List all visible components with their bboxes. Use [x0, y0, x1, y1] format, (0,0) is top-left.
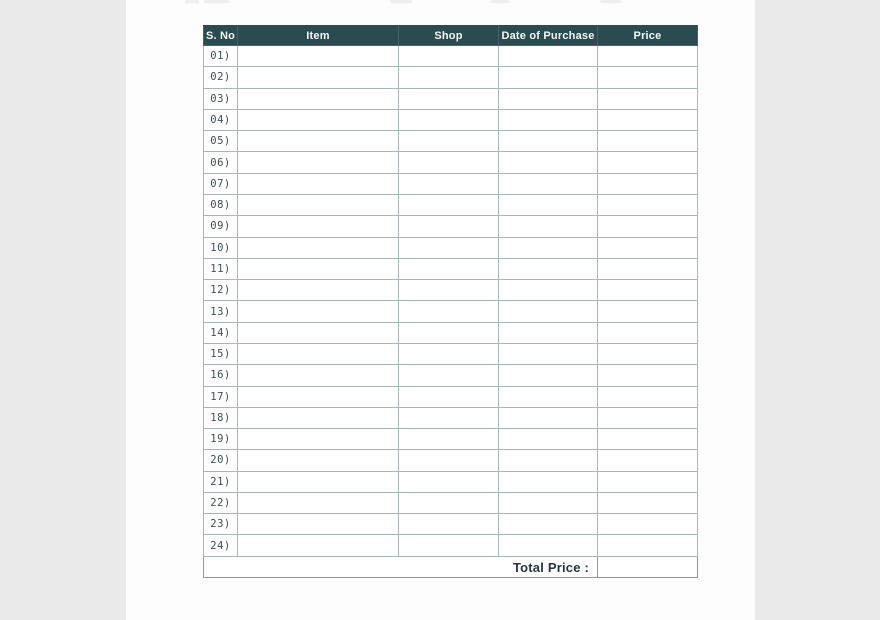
table-row [204, 258, 698, 279]
item-cell [238, 67, 399, 88]
shop-cell [399, 88, 499, 109]
row-number-cell: 07) [204, 173, 238, 194]
date-of-purchase-cell [499, 429, 598, 450]
total-price-label: Total Price : [204, 557, 598, 578]
table-row [204, 216, 698, 237]
shop-cell [399, 109, 499, 130]
cropped-text-remnant [185, 0, 199, 3]
table-row [204, 407, 698, 428]
table-row [204, 152, 698, 173]
price-cell [598, 471, 698, 492]
price-cell [598, 407, 698, 428]
header-price: Price [598, 26, 698, 46]
date-of-purchase-cell [499, 88, 598, 109]
shop-cell [399, 216, 499, 237]
shop-cell [399, 322, 499, 343]
row-number-cell: 06) [204, 152, 238, 173]
item-cell [238, 429, 399, 450]
price-cell [598, 514, 698, 535]
item-cell [238, 322, 399, 343]
date-of-purchase-cell [499, 407, 598, 428]
date-of-purchase-cell [499, 471, 598, 492]
date-of-purchase-cell [499, 365, 598, 386]
total-row [204, 557, 698, 578]
shop-cell [399, 492, 499, 513]
date-of-purchase-cell [499, 386, 598, 407]
header-row [204, 26, 698, 46]
cropped-text-remnant [490, 0, 510, 3]
item-cell [238, 492, 399, 513]
date-of-purchase-cell [499, 450, 598, 471]
header-sno: S. No [204, 26, 238, 46]
price-cell [598, 152, 698, 173]
item-cell [238, 258, 399, 279]
price-cell [598, 258, 698, 279]
shop-cell [399, 514, 499, 535]
header-date-of-purchase: Date of Purchase [499, 26, 598, 46]
date-of-purchase-cell [499, 109, 598, 130]
row-number-cell: 14) [204, 322, 238, 343]
shop-cell [399, 173, 499, 194]
row-number-cell: 03) [204, 88, 238, 109]
shop-cell [399, 152, 499, 173]
price-cell [598, 280, 698, 301]
item-cell [238, 514, 399, 535]
table-row [204, 173, 698, 194]
shop-cell [399, 237, 499, 258]
date-of-purchase-cell [499, 301, 598, 322]
date-of-purchase-cell [499, 237, 598, 258]
date-of-purchase-cell [499, 322, 598, 343]
price-cell [598, 173, 698, 194]
table-row [204, 88, 698, 109]
table-row [204, 237, 698, 258]
date-of-purchase-cell [499, 194, 598, 215]
item-cell [238, 131, 399, 152]
date-of-purchase-cell [499, 216, 598, 237]
row-number-cell: 17) [204, 386, 238, 407]
shop-cell [399, 258, 499, 279]
price-cell [598, 365, 698, 386]
shop-cell [399, 471, 499, 492]
document-page [126, 0, 755, 620]
table-row [204, 450, 698, 471]
price-cell [598, 450, 698, 471]
shop-cell [399, 194, 499, 215]
date-of-purchase-cell [499, 67, 598, 88]
table-row [204, 46, 698, 67]
row-number-cell: 04) [204, 109, 238, 130]
date-of-purchase-cell [499, 173, 598, 194]
row-number-cell: 01) [204, 46, 238, 67]
table-row [204, 429, 698, 450]
row-number-cell: 16) [204, 365, 238, 386]
row-number-cell: 19) [204, 429, 238, 450]
item-cell [238, 450, 399, 471]
price-cell [598, 88, 698, 109]
shop-cell [399, 407, 499, 428]
price-cell [598, 343, 698, 364]
item-cell [238, 237, 399, 258]
header-shop: Shop [399, 26, 499, 46]
item-cell [238, 46, 399, 67]
date-of-purchase-cell [499, 46, 598, 67]
row-number-cell: 05) [204, 131, 238, 152]
table-row [204, 514, 698, 535]
date-of-purchase-cell [499, 535, 598, 557]
item-cell [238, 152, 399, 173]
total-price-cell [598, 557, 698, 578]
row-number-cell: 20) [204, 450, 238, 471]
row-number-cell: 15) [204, 343, 238, 364]
shop-cell [399, 301, 499, 322]
shop-cell [399, 429, 499, 450]
row-number-cell: 10) [204, 237, 238, 258]
date-of-purchase-cell [499, 258, 598, 279]
item-cell [238, 216, 399, 237]
row-number-cell: 21) [204, 471, 238, 492]
shop-cell [399, 450, 499, 471]
row-number-cell: 09) [204, 216, 238, 237]
price-cell [598, 386, 698, 407]
price-cell [598, 216, 698, 237]
header-item: Item [238, 26, 399, 46]
price-cell [598, 429, 698, 450]
table-row [204, 535, 698, 557]
row-number-cell: 08) [204, 194, 238, 215]
shop-cell [399, 280, 499, 301]
table-row [204, 492, 698, 513]
table-row [204, 471, 698, 492]
date-of-purchase-cell [499, 492, 598, 513]
item-cell [238, 88, 399, 109]
row-number-cell: 18) [204, 407, 238, 428]
table-header [204, 26, 698, 46]
item-cell [238, 109, 399, 130]
item-cell [238, 173, 399, 194]
date-of-purchase-cell [499, 131, 598, 152]
price-cell [598, 67, 698, 88]
price-cell [598, 46, 698, 67]
row-number-cell: 12) [204, 280, 238, 301]
cropped-text-remnant [390, 0, 412, 3]
price-cell [598, 535, 698, 557]
table-row [204, 194, 698, 215]
item-cell [238, 280, 399, 301]
table-row [204, 343, 698, 364]
row-number-cell: 11) [204, 258, 238, 279]
shop-cell [399, 535, 499, 557]
price-cell [598, 237, 698, 258]
cropped-text-remnant [600, 0, 622, 3]
item-cell [238, 365, 399, 386]
price-cell [598, 301, 698, 322]
shop-cell [399, 131, 499, 152]
table-row [204, 386, 698, 407]
item-cell [238, 194, 399, 215]
price-cell [598, 131, 698, 152]
price-cell [598, 109, 698, 130]
item-cell [238, 471, 399, 492]
price-cell [598, 194, 698, 215]
table-footer [204, 557, 698, 578]
cropped-text-remnant [204, 0, 230, 3]
table-row [204, 301, 698, 322]
price-cell [598, 322, 698, 343]
row-number-cell: 02) [204, 67, 238, 88]
shop-cell [399, 46, 499, 67]
shop-cell [399, 386, 499, 407]
item-cell [238, 386, 399, 407]
shop-cell [399, 365, 499, 386]
table-row [204, 365, 698, 386]
shop-cell [399, 67, 499, 88]
item-cell [238, 343, 399, 364]
row-number-cell: 24) [204, 535, 238, 557]
table-row [204, 109, 698, 130]
price-cell [598, 492, 698, 513]
date-of-purchase-cell [499, 514, 598, 535]
table-row [204, 280, 698, 301]
item-cell [238, 301, 399, 322]
table-row [204, 67, 698, 88]
item-cell [238, 407, 399, 428]
row-number-cell: 23) [204, 514, 238, 535]
table-body [204, 46, 698, 557]
shop-cell [399, 343, 499, 364]
table-row [204, 131, 698, 152]
item-cell [238, 535, 399, 557]
date-of-purchase-cell [499, 152, 598, 173]
purchase-list-table [203, 25, 698, 578]
table-row [204, 322, 698, 343]
date-of-purchase-cell [499, 343, 598, 364]
row-number-cell: 22) [204, 492, 238, 513]
date-of-purchase-cell [499, 280, 598, 301]
row-number-cell: 13) [204, 301, 238, 322]
